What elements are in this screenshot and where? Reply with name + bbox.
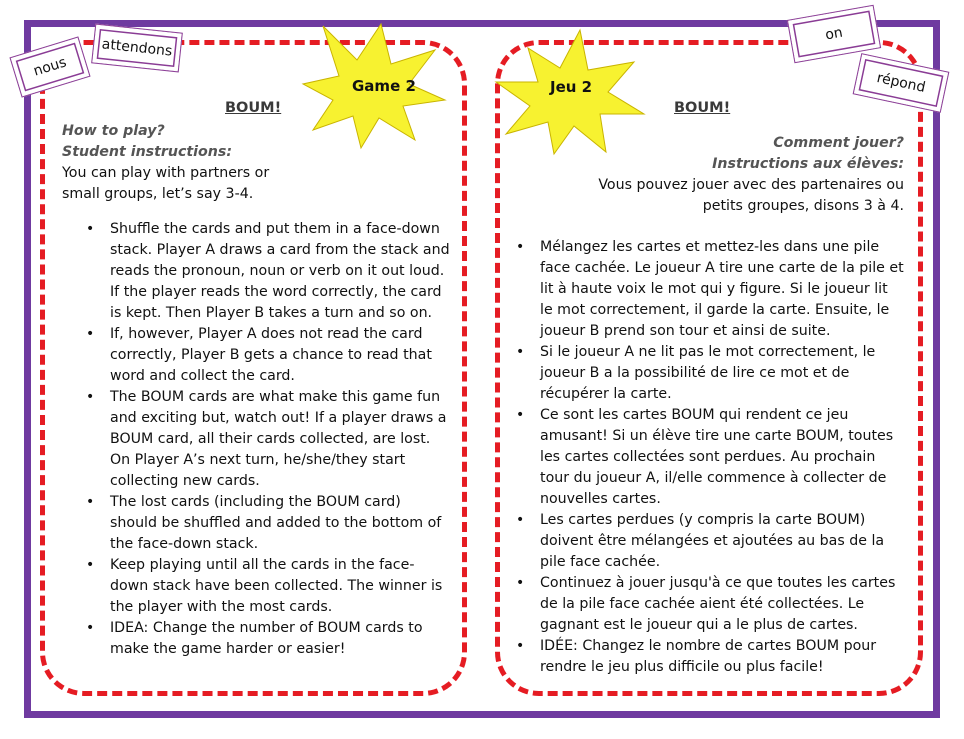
list-item: • IDÉE: Changez le nombre de cartes BOUM pour rendre le jeu plus difficile ou plus facile! bbox=[490, 636, 904, 678]
french-intro-line1: Vous pouvez jouer avec des partenaires ou bbox=[598, 177, 904, 193]
word-card-label: on bbox=[824, 24, 844, 44]
english-intro-line2: small groups, let’s say 3-4. bbox=[62, 186, 254, 202]
list-item: • Continuez à jouer jusqu'à ce que toutes les cartes de la pile face cachée aient été collectées. Le gagnant est le joueur qui a le plus de cartes. bbox=[490, 573, 904, 636]
student-instructions-heading: Student instructions: bbox=[62, 144, 233, 160]
french-intro-line2: petits groupes, disons 3 à 4. bbox=[702, 198, 904, 214]
english-instructions-list bbox=[60, 219, 450, 660]
list-item: • Shuffle the cards and put them in a face-down stack. Player A draws a card from the stack and reads the pronoun, noun or verb on it out loud. If the player reads the word correctly, the card is kept. Then Player B takes a turn and so on. bbox=[60, 219, 450, 324]
english-intro-line1: You can play with partners or bbox=[62, 165, 270, 181]
comment-jouer-heading: Comment jouer? bbox=[773, 135, 904, 151]
english-title: BOUM! bbox=[225, 100, 282, 116]
game-2-label: Game 2 bbox=[352, 77, 416, 95]
french-panel bbox=[514, 98, 904, 678]
word-card-label: nous bbox=[31, 54, 69, 80]
french-instructions-list bbox=[490, 237, 904, 678]
list-item: • Mélangez les cartes et mettez-les dans une pile face cachée. Le joueur A tire une carte de la pile et lit à haute voix le mot qui y figure. Si le joueur lit le mot correctement, il garde la carte. Ensuite, le joueur B prend son tour et ainsi de suite. bbox=[490, 237, 904, 342]
list-item: • The BOUM cards are what make this game fun and exciting but, watch out! If a player draws a BOUM card, all their cards collected, are lost. On Player A’s next turn, he/she/they start collecting new cards. bbox=[60, 387, 450, 492]
list-item: • Les cartes perdues (y compris la carte BOUM) doivent être mélangées et ajoutées au bas de la pile face cachée. bbox=[490, 510, 904, 573]
word-card-label: attendons bbox=[101, 36, 173, 60]
list-item: • IDEA: Change the number of BOUM cards to make the game harder or easier! bbox=[60, 618, 450, 660]
list-item: • Keep playing until all the cards in the face-down stack have been collected. The winner is the player with the most cards. bbox=[60, 555, 450, 618]
list-item: • Ce sont les cartes BOUM qui rendent ce jeu amusant! Si un élève tire une carte BOUM, toutes les cartes collectées sont perdues. Au prochain tour du joueur A, il/elle commence à collecter de nouvelles cartes. bbox=[490, 405, 904, 510]
instructions-eleves-heading: Instructions aux élèves: bbox=[712, 156, 904, 172]
word-card-label: répond bbox=[875, 70, 927, 96]
list-item: • The lost cards (including the BOUM card) should be shuffled and added to the bottom of the face-down stack. bbox=[60, 492, 450, 555]
list-item: • Si le joueur A ne lit pas le mot correctement, le joueur B a la possibilité de lire ce mot et de récupérer la carte. bbox=[490, 342, 904, 405]
english-panel bbox=[62, 98, 450, 660]
jeu-2-label: Jeu 2 bbox=[550, 78, 593, 96]
french-title: BOUM! bbox=[674, 100, 731, 116]
how-to-play-heading: How to play? bbox=[62, 123, 165, 139]
list-item: • If, however, Player A does not read the card correctly, Player B gets a chance to read that word and collect the card. bbox=[60, 324, 450, 387]
